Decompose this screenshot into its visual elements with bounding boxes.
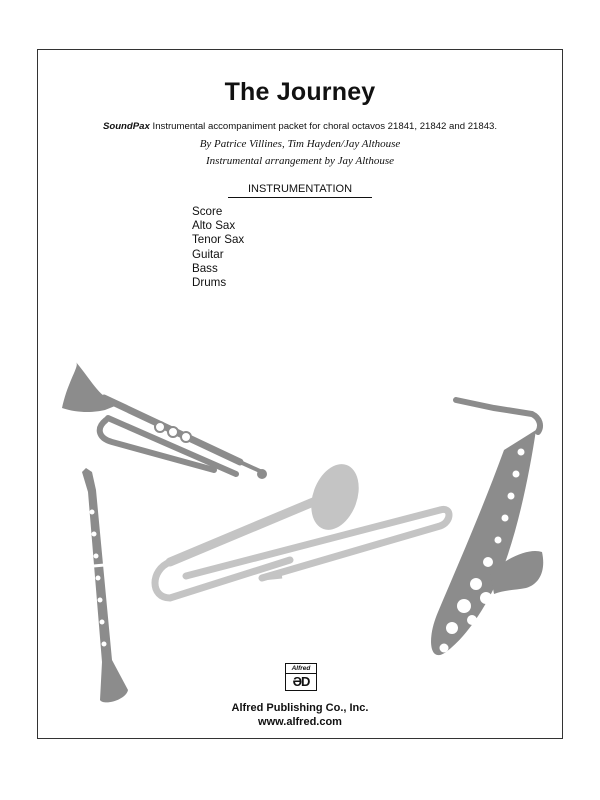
publisher-website: www.alfred.com bbox=[258, 716, 342, 728]
brand-name: SoundPax bbox=[102, 121, 150, 132]
publisher-name: Alfred Publishing Co., Inc. bbox=[231, 702, 369, 714]
list-item: Tenor Sax bbox=[192, 233, 245, 247]
trombone-icon bbox=[155, 458, 449, 598]
instrumentation-heading: INSTRUMENTATION bbox=[228, 182, 372, 198]
list-item: Drums bbox=[192, 276, 227, 290]
alfred-logo bbox=[285, 663, 317, 691]
writers-credit: By Patrice Villines, Tim Hayden/Jay Althouse bbox=[199, 138, 401, 150]
list-item: Guitar bbox=[192, 247, 224, 261]
page-title: The Journey bbox=[224, 78, 376, 106]
subtitle-text: Instrumental accompaniment packet for choral octavos 21841, 21842 and 21843. bbox=[149, 121, 498, 132]
list-item: Score bbox=[192, 205, 223, 218]
clarinet-icon bbox=[82, 468, 128, 702]
arrangement-credit: Instrumental arrangement by Jay Althouse bbox=[206, 155, 394, 167]
list-item: Bass bbox=[192, 261, 218, 275]
saxophone-icon bbox=[431, 400, 543, 655]
logo-text: Alfred bbox=[286, 664, 316, 674]
logo-glyph: ƏD bbox=[292, 674, 310, 689]
list-item: Alto Sax bbox=[192, 219, 236, 233]
trumpet-icon bbox=[62, 362, 267, 479]
